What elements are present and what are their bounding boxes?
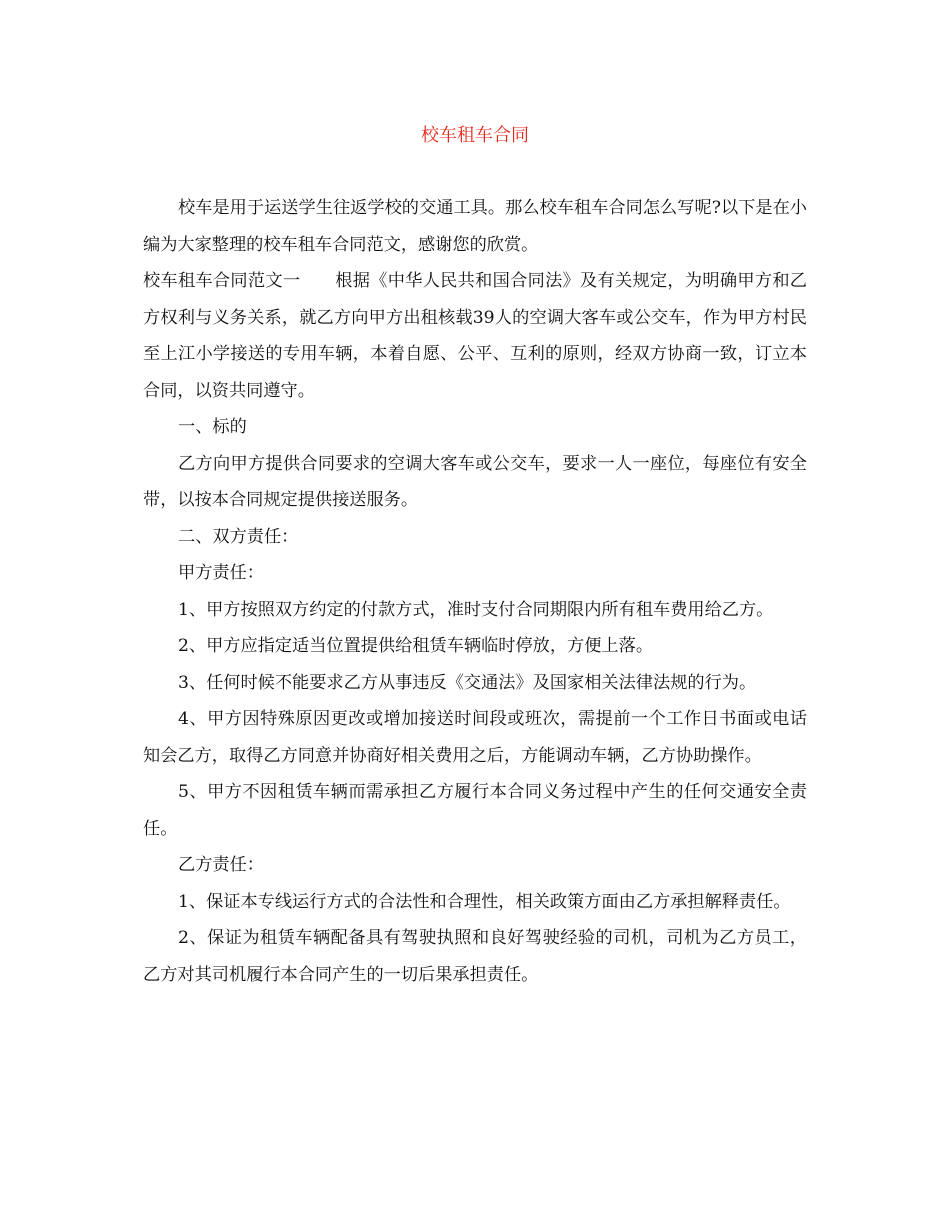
document-body: [143, 190, 807, 993]
party-a-clause-3: 3、任何时候不能要求乙方从事违反《交通法》及国家相关法律法规的行为。: [178, 672, 757, 693]
heading-party-b: 乙方责任：: [178, 855, 264, 875]
heading-responsibilities: 二、双方责任：: [178, 526, 299, 547]
document-title: 校车租车合同: [421, 125, 529, 146]
paragraph-preamble: 校车租车合同范文一 根据《中华人民共和国合同法》及有关规定，为明确甲方和乙方权利与义务关系，就乙方向甲方出租核载39人的空调大客车或公交车，作为甲方村民至上江小学接送的专用车辆，本着自愿、公平、互利的原则，经双方协商一致，订立本合同，以资共同遵守。: [143, 271, 807, 401]
paragraph-subject: 乙方向甲方提供合同要求的空调大客车或公交车，要求一人一座位，每座位有安全带，以按本合同规定提供接送服务。: [143, 453, 807, 510]
paragraph-intro: 校车是用于运送学生往返学校的交通工具。那么校车租车合同怎么写呢?以下是在小编为大家整理的校车租车合同范文，感谢您的欣赏。: [143, 198, 807, 255]
heading-party-a: 甲方责任：: [178, 563, 264, 583]
party-b-clause-2: 2、保证为租赁车辆配备具有驾驶执照和良好驾驶经验的司机，司机为乙方员工，乙方对其司机履行本合同产生的一切后果承担责任。: [143, 928, 807, 985]
heading-subject: 一、标的: [178, 417, 247, 437]
party-a-clause-2: 2、甲方应指定适当位置提供给租赁车辆临时停放，方便上落。: [178, 636, 654, 656]
party-a-clause-1: 1、甲方按照双方约定的付款方式，准时支付合同期限内所有租车费用给乙方。: [178, 599, 774, 620]
party-a-clause-5: 5、甲方不因租赁车辆而需承担乙方履行本合同义务过程中产生的任何交通安全责任。: [143, 782, 807, 839]
party-b-clause-1: 1、保证本专线运行方式的合法性和合理性，相关政策方面由乙方承担解释责任。: [178, 891, 791, 912]
party-a-clause-4: 4、甲方因特殊原因更改或增加接送时间段或班次，需提前一个工作日书面或电话知会乙方，取得乙方同意并协商好相关费用之后，方能调动车辆，乙方协助操作。: [143, 709, 807, 766]
